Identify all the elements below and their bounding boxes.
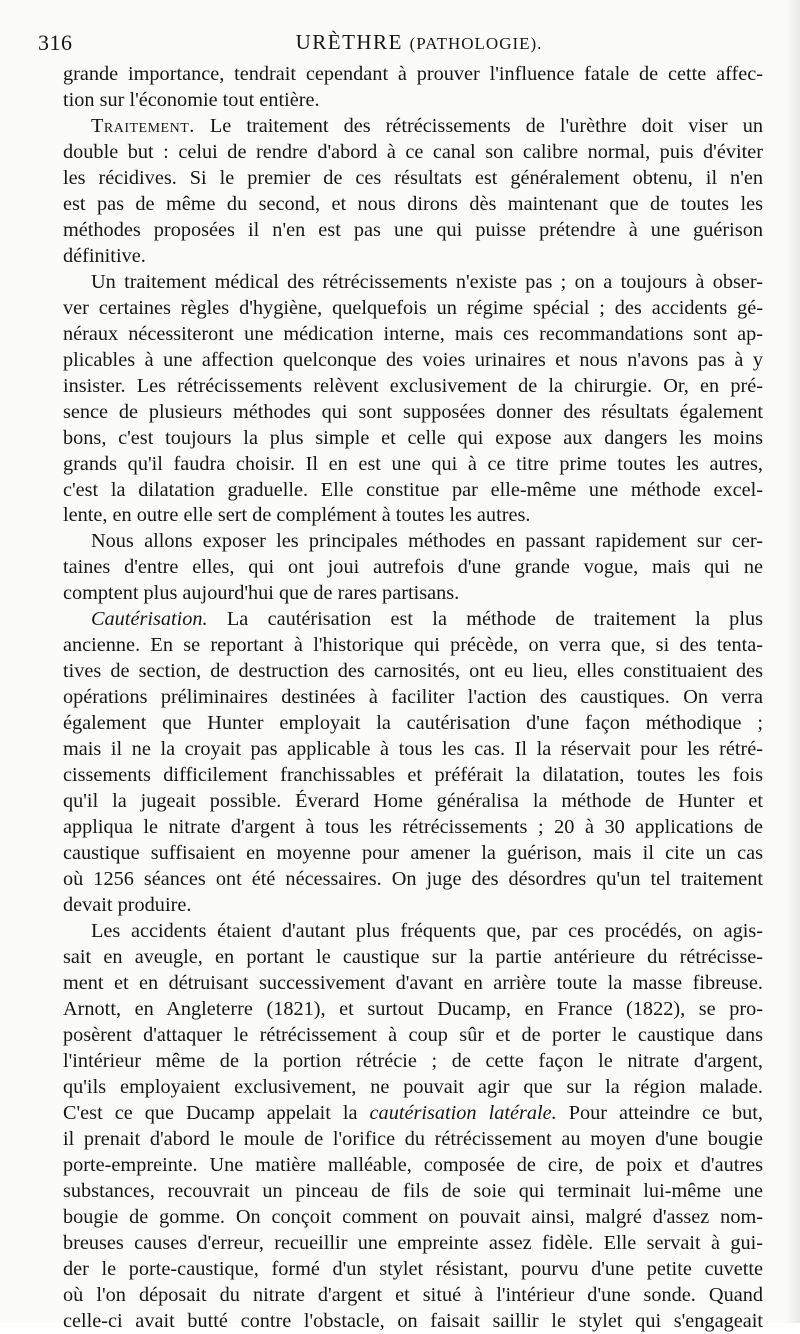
text-line bbox=[63, 296, 763, 322]
text-line bbox=[63, 711, 763, 737]
text-line bbox=[63, 1283, 763, 1309]
text-line bbox=[63, 815, 763, 841]
text-line bbox=[63, 114, 763, 140]
text-line bbox=[63, 322, 763, 348]
line-text: sence de plusieurs méthodes qui sont supposées donner des résultats également bbox=[63, 401, 763, 423]
text-line bbox=[63, 192, 763, 218]
text-line bbox=[63, 971, 763, 997]
line-text: porte-empreinte. Une matière malléable, composée de cire, de poix et d'autres bbox=[63, 1154, 763, 1176]
line-text: C'est ce que Ducamp appelait la bbox=[63, 1102, 370, 1124]
line-text: ver certaines règles d'hygiène, quelquefois un régime spécial ; des accidents gé- bbox=[63, 297, 763, 319]
line-text: tion sur l'économie tout entière. bbox=[63, 89, 320, 111]
line-text: insister. Les rétrécissements relèvent exclusivement de la chirurgie. Or, en pré- bbox=[63, 375, 763, 397]
text-line bbox=[63, 1231, 763, 1257]
text-line bbox=[63, 1205, 763, 1231]
line-text: l'intérieur même de la portion rétrécie ; de cette façon le nitrate d'argent, bbox=[63, 1050, 763, 1072]
line-text: opérations préliminaires destinées à faciliter l'action des caustiques. On verra bbox=[63, 686, 763, 708]
text-line bbox=[63, 1075, 763, 1101]
text-line bbox=[63, 867, 763, 893]
text-line bbox=[63, 218, 763, 244]
text-line bbox=[63, 452, 763, 478]
text-line bbox=[63, 789, 763, 815]
line-text: Nous allons exposer les principales méthodes en passant rapidement sur cer- bbox=[91, 530, 763, 552]
line-text: méthodes proposées il n'en est pas une qui puisse prétendre à une guérison bbox=[63, 219, 763, 241]
section-heading: Traitement. bbox=[91, 115, 195, 137]
text-line bbox=[63, 244, 763, 270]
line-text: posèrent d'attaquer le rétrécissement à coup sûr et de porter le caustique dans bbox=[63, 1024, 763, 1046]
line-text: appliqua le nitrate d'argent à tous les rétrécissements ; 20 à 30 applications de bbox=[63, 816, 763, 838]
text-line bbox=[63, 893, 763, 919]
line-text: où 1256 séances ont été nécessaires. On juge des désordres qu'un tel traitement bbox=[63, 868, 763, 890]
line-text: néraux nécessiteront une médication interne, mais ces recommandations sont ap- bbox=[63, 323, 763, 345]
text-line bbox=[63, 166, 763, 192]
text-line bbox=[63, 919, 763, 945]
line-text: également que Hunter employait la cautérisation d'une façon méthodique ; bbox=[63, 712, 763, 734]
text-line bbox=[63, 997, 763, 1023]
line-text: substances, recouvrait un pinceau de fils de soie qui terminait lui-même une bbox=[63, 1180, 763, 1202]
text-line bbox=[63, 400, 763, 426]
text-line bbox=[63, 945, 763, 971]
line-text: taines d'entre elles, qui ont joui autrefois d'une grande vogue, mais qui ne bbox=[63, 556, 763, 578]
text-line bbox=[63, 841, 763, 867]
line-text: sait en aveugle, en portant le caustique sur la partie antérieure du rétrécisse- bbox=[63, 946, 763, 968]
text-line bbox=[63, 659, 763, 685]
text-line bbox=[63, 426, 763, 452]
line-text: comptent plus aujourd'hui que de rares partisans. bbox=[63, 582, 459, 604]
line-text: il prenait d'abord le moule de l'orifice du rétrécissement au moyen d'une bougie bbox=[63, 1128, 763, 1150]
running-title-subtitle: (PATHOLOGIE). bbox=[410, 34, 543, 53]
line-text: Arnott, en Angleterre (1821), et surtout Ducamp, en France (1822), se pro- bbox=[63, 998, 763, 1020]
text-line bbox=[63, 62, 763, 88]
text-line bbox=[63, 1049, 763, 1075]
text-line bbox=[63, 140, 763, 166]
line-text: grands qu'il faudra choisir. Il en est une qui à ce titre prime toutes les autres, bbox=[63, 453, 763, 475]
text-line bbox=[63, 374, 763, 400]
line-text: ancienne. En se reportant à l'historique qui précède, on verra que, si des tenta- bbox=[63, 634, 763, 656]
line-text: ment et en détruisant successivement d'avant en arrière toute la masse fibreuse. bbox=[63, 972, 763, 994]
text-line bbox=[63, 685, 763, 711]
running-title bbox=[38, 30, 760, 55]
text-line bbox=[63, 1023, 763, 1049]
line-text: Les accidents étaient d'autant plus fréquents que, par ces procédés, on agis- bbox=[91, 920, 763, 942]
line-text: bons, c'est toujours la plus simple et celle qui expose aux dangers les moins bbox=[63, 427, 763, 449]
line-text: plicables à une affection quelconque des voies urinaires et nous n'avons pas à y bbox=[63, 349, 763, 371]
line-text: qu'il la jugeait possible. Éverard Home généralisa la méthode de Hunter et bbox=[63, 790, 763, 812]
line-text: devait produire. bbox=[63, 894, 191, 916]
line-text: tives de section, de destruction des carnosités, ont eu lieu, elles constituaient des bbox=[63, 660, 763, 682]
subsection-heading: Cautérisation. bbox=[91, 608, 208, 630]
text-line bbox=[63, 503, 763, 529]
line-text: où l'on déposait du nitrate d'argent et situé à l'intérieur d'une sonde. Quand bbox=[63, 1284, 763, 1306]
line-text: caustique suffisaient en moyenne pour amener la guérison, mais il cite un cas bbox=[63, 842, 763, 864]
text-line bbox=[63, 1153, 763, 1179]
line-text: définitive. bbox=[63, 245, 146, 267]
page-number: 316 bbox=[38, 30, 73, 56]
text-line bbox=[63, 1127, 763, 1153]
line-text: est pas de même du second, et nous dirons dès maintenant que de toutes les bbox=[63, 193, 763, 215]
line-text-after: Pour atteindre ce but, bbox=[557, 1102, 763, 1124]
text-line bbox=[63, 478, 763, 504]
text-line bbox=[63, 348, 763, 374]
line-text: La cautérisation est la méthode de traitement la plus bbox=[208, 608, 763, 630]
line-text: bougie de gomme. On conçoit comment on pouvait ainsi, malgré d'assez nom- bbox=[63, 1206, 763, 1228]
body-text bbox=[63, 62, 763, 1334]
line-text: c'est la dilatation graduelle. Elle constitue par elle-même une méthode excel- bbox=[63, 479, 763, 501]
line-text: double but : celui de rendre d'abord à ce canal son calibre normal, puis d'éviter bbox=[63, 141, 763, 163]
line-text: les récidives. Si le premier de ces résultats est généralement obtenu, il n'en bbox=[63, 167, 763, 189]
running-head bbox=[38, 20, 760, 60]
text-line bbox=[63, 737, 763, 763]
line-text: der le porte-caustique, formé d'un stylet résistant, pourvu d'une petite cuvette bbox=[63, 1258, 763, 1280]
text-line bbox=[63, 607, 763, 633]
text-line bbox=[63, 581, 763, 607]
line-text: qu'ils employaient exclusivement, ne pouvait agir que sur la région malade. bbox=[63, 1076, 763, 1098]
page-edge-shadow bbox=[786, 0, 800, 1323]
line-text: breuses causes d'erreur, recueillir une empreinte assez fidèle. Elle servait à gui- bbox=[63, 1232, 763, 1254]
text-line bbox=[63, 1179, 763, 1205]
text-line bbox=[63, 555, 763, 581]
text-line bbox=[63, 270, 763, 296]
line-text: celle-ci avait butté contre l'obstacle, on faisait saillir le stylet qui s'engageait bbox=[63, 1310, 763, 1332]
line-text: grande importance, tendrait cependant à prouver l'influence fatale de cette affec- bbox=[63, 63, 763, 85]
text-line bbox=[63, 633, 763, 659]
text-line bbox=[63, 529, 763, 555]
line-text: lente, en outre elle sert de complément à toutes les autres. bbox=[63, 504, 530, 526]
text-line bbox=[63, 1309, 763, 1334]
emphasis-text: cautérisation latérale. bbox=[370, 1102, 557, 1124]
line-text: Un traitement médical des rétrécissements n'existe pas ; on a toujours à obser- bbox=[91, 271, 763, 293]
text-line bbox=[63, 1257, 763, 1283]
running-title-main: URÈTHRE bbox=[296, 30, 403, 54]
text-line bbox=[63, 88, 763, 114]
text-line bbox=[63, 763, 763, 789]
line-text: mais il ne la croyait pas applicable à tous les cas. Il la réservait pour les rétré- bbox=[63, 738, 763, 760]
text-line bbox=[63, 1101, 763, 1127]
line-text: cissements difficilement franchissables et préférait la dilatation, toutes les fois bbox=[63, 764, 763, 786]
line-text: Le traitement des rétrécissements de l'urèthre doit viser un bbox=[195, 115, 763, 137]
